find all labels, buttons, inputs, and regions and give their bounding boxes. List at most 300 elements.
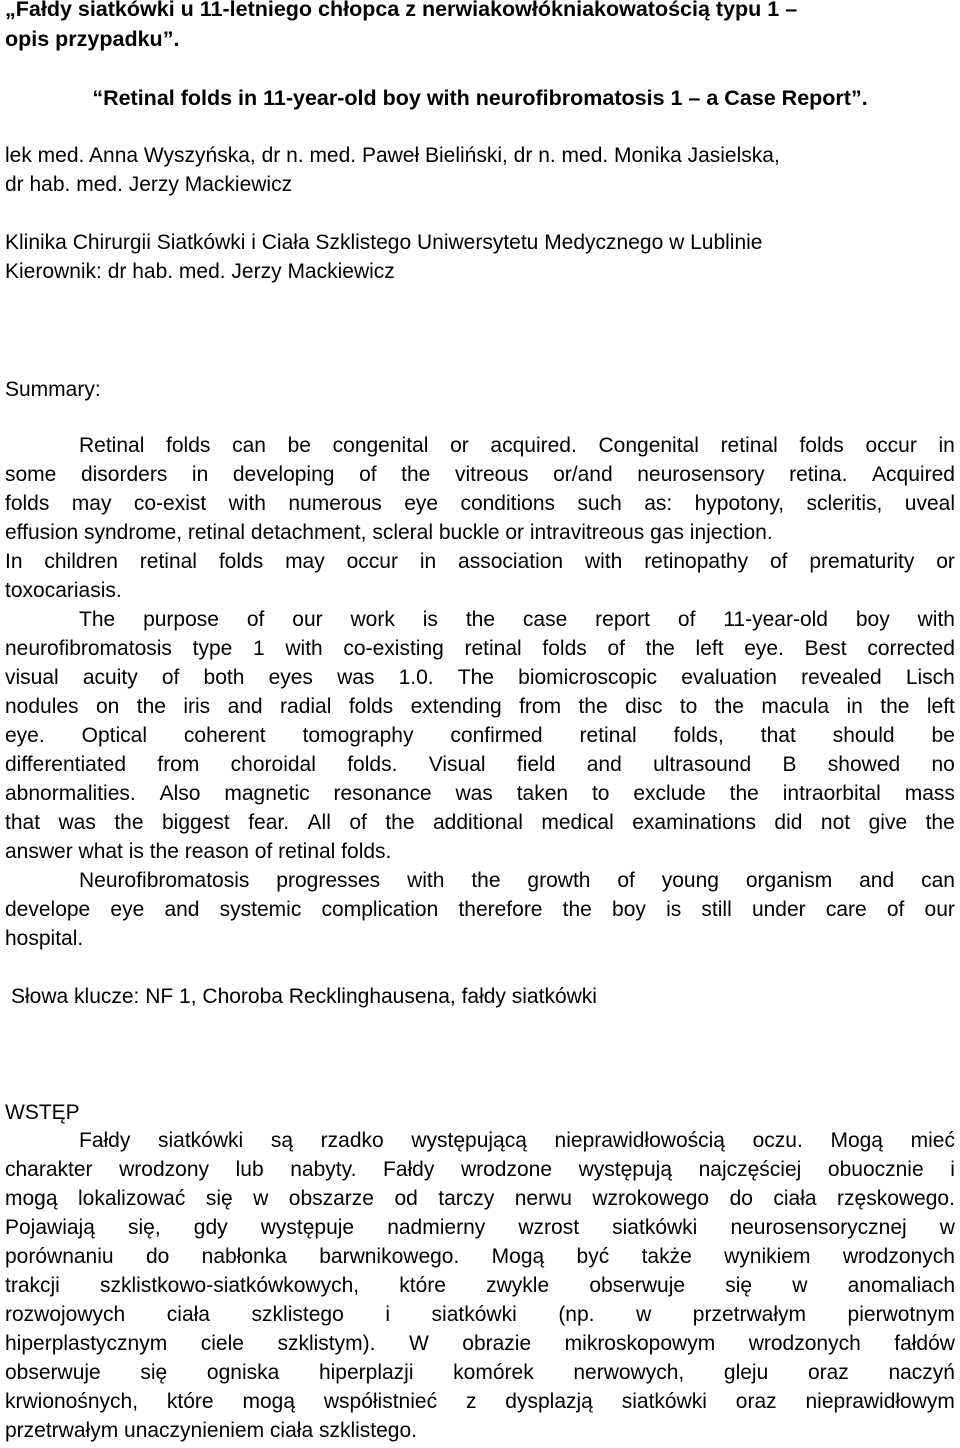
word: folds [218,550,264,573]
word: folds [542,637,587,660]
affiliation-line: Kierownik: dr hab. med. Jerzy Mackiewicz [5,260,395,283]
word: się [140,1361,168,1384]
summary-line [5,547,955,576]
word: wrodzone [460,1158,553,1181]
word: macula [761,695,830,718]
word: growth [527,869,591,892]
word: Best [804,637,847,660]
summary-line [5,605,955,634]
word: wrodzonych [748,1332,861,1355]
intro-line [5,1242,955,1271]
word: The [79,608,116,631]
word: the [714,695,744,718]
word: neurofibromatosis [5,637,172,660]
word: hiperplastycznym [5,1332,168,1355]
word: report [595,608,651,631]
word: lub [235,1158,264,1181]
word: najczęściej [698,1158,802,1181]
word: or/and [553,463,613,486]
word: tarczy [438,1187,495,1210]
word: The [457,666,494,689]
word: zwykle [486,1274,550,1297]
word: Acquired [872,463,955,486]
intro-line [5,1184,955,1213]
word: of [607,637,625,660]
word: both [203,666,245,689]
word: hiperplazji [318,1361,414,1384]
word: wynikiem [724,1245,811,1268]
word: the [385,811,415,834]
word: hypotony, [694,492,785,515]
word: retinal [579,724,637,747]
word: nerwowych, [573,1361,685,1384]
summary-line [5,779,955,808]
word: of [161,666,180,689]
word: siatkówki [621,1390,707,1413]
word: the [401,463,431,486]
word: work [350,608,395,631]
word: with [285,637,323,660]
word: complication [321,898,439,921]
word: that [760,724,796,747]
word: in [846,695,863,718]
summary-line: effusion syndrome, retinal detachment, scleral buckle or intravitreous gas injection. [5,521,773,544]
intro-body [5,1126,955,1445]
word: Retinal [79,434,145,457]
word: nieprawidłowym [805,1390,955,1413]
word: neurosensory [637,463,765,486]
word: no [931,753,955,776]
word: vitreous [454,463,529,486]
word: rzadko [320,1129,384,1152]
intro-line [5,1155,955,1184]
intro-line [5,1387,955,1416]
word: corrected [867,637,955,660]
summary-heading: Summary: [5,378,101,401]
word: resonance [333,782,432,805]
word: eye. [744,637,784,660]
word: in [191,463,209,486]
word: Pojawiają [5,1216,95,1239]
summary-line [5,489,955,518]
word: Mogą [830,1129,883,1152]
word: szklistym). [277,1332,376,1355]
word: co-exist [133,492,207,515]
word: uveal [904,492,955,515]
word: B [782,753,797,776]
word: care [825,898,867,921]
word: fear. [248,811,290,834]
title-english: “Retinal folds in 11-year-old boy with neurofibromatosis 1 – a Case Report”. [92,86,868,110]
word: eye [404,492,439,515]
word: be [287,434,311,457]
summary-line [5,692,955,721]
word: progresses [276,869,381,892]
word: our [292,608,323,631]
word: to [591,782,610,805]
word: w [792,1274,808,1297]
word: or [450,434,469,457]
word: left [926,695,955,718]
word: folds, [673,724,724,747]
word: did [774,811,803,834]
affiliation [5,228,955,286]
word: All [307,811,331,834]
word: under [751,898,806,921]
summary-line [5,431,955,460]
word: biggest [162,811,230,834]
word: the [471,869,501,892]
word: szklistego [251,1303,344,1326]
word: ciała [166,1303,210,1326]
word: boy [855,608,890,631]
word: do [729,1187,753,1210]
word: barwnikowego. [319,1245,460,1268]
word: disorders [80,463,168,486]
word: on [95,695,120,718]
word: prematurity [809,550,915,573]
word: with [584,550,623,573]
word: szklistkowo-siatkówkowych, [100,1274,360,1297]
word: występującą [411,1129,527,1152]
word: occur [865,434,917,457]
word: that [5,811,41,834]
word: mass [904,782,955,805]
summary-line [5,808,955,837]
word: In [5,550,23,573]
word: siatkówki [612,1216,698,1239]
word: the [136,695,166,718]
word: i [385,1303,390,1326]
word: się, [127,1216,161,1239]
word: wzrokowego [592,1187,710,1210]
word: of [617,869,635,892]
word: retinal [139,550,197,573]
word: not [820,811,851,834]
word: obszarze [288,1187,374,1210]
word: siatkówki [431,1303,517,1326]
intro-line [5,1213,955,1242]
word: występują [578,1158,672,1181]
word: eye [110,898,145,921]
word: from [519,695,562,718]
word: coherent [183,724,266,747]
word: oraz [807,1361,849,1384]
word: występuje [260,1216,355,1239]
word: eye. [5,724,45,747]
word: of [359,463,377,486]
word: field [516,753,556,776]
summary-line [5,634,955,663]
word: oczu. [752,1129,803,1152]
word: congenital [332,434,429,457]
word: ciele [200,1332,244,1355]
word: scleritis, [806,492,883,515]
word: the [645,637,675,660]
word: occur [346,550,398,573]
word: rzęskowego. [837,1187,955,1210]
title-polish-line: „Fałdy siatkówki u 11-letniego chłopca z nerwiakowłókniakowatością typu 1 – [5,0,798,21]
word: Congenital [598,434,699,457]
word: (np. [558,1303,595,1326]
word: gdy [193,1216,228,1239]
word: was [58,811,96,834]
word: is [666,898,682,921]
summary-line: toxocariasis. [5,579,122,602]
word: the [114,811,144,834]
word: folds [166,434,211,457]
word: W [408,1332,429,1355]
word: retina. [789,463,848,486]
word: trakcji [5,1274,60,1297]
word: które [399,1274,446,1297]
word: eyes [268,666,313,689]
word: the [925,811,955,834]
word: ogniska [206,1361,280,1384]
word: of [349,811,367,834]
word: obserwuje [589,1274,686,1297]
word: z [465,1390,477,1413]
word: was [455,782,493,805]
summary-line: answer what is the reason of retinal folds. [5,840,392,863]
word: wrodzony [119,1158,210,1181]
word: should [832,724,895,747]
word: of [886,898,905,921]
word: radial [280,695,332,718]
word: choroidal [230,753,316,776]
word: taken [516,782,569,805]
word: to [679,695,698,718]
word: w [939,1216,955,1239]
summary-line [5,721,955,750]
word: i [950,1158,955,1181]
summary-line: hospital. [5,927,84,950]
word: komórek [453,1361,534,1384]
word: can [232,434,266,457]
intro-heading: WSTĘP [5,1101,80,1124]
word: purpose [143,608,219,631]
word: differentiated [5,753,127,776]
word: biomicroscopic [518,666,658,689]
word: charakter [5,1158,93,1181]
word: także [641,1245,692,1268]
word: examinations [632,811,756,834]
word: some [5,463,57,486]
word: from [157,753,200,776]
word: do [145,1245,170,1268]
summary-line [5,663,955,692]
intro-line [5,1358,955,1387]
word: iris [183,695,211,718]
word: was [337,666,375,689]
word: siatkówki [158,1129,244,1152]
word: retinopathy [644,550,749,573]
word: therefore [458,898,543,921]
word: revealed [801,666,882,689]
word: folds [348,695,394,718]
word: abnormalities. [5,782,136,805]
word: the [465,608,496,631]
word: as: [644,492,673,515]
word: of [677,608,696,631]
word: is [422,608,438,631]
word: nabłonka [201,1245,287,1268]
word: mogą [242,1390,295,1413]
word: 11-year-old [723,608,828,631]
word: anomaliach [847,1274,955,1297]
word: Optical [81,724,147,747]
word: Neurofibromatosis [79,869,250,892]
word: the [729,782,759,805]
word: mikroskopowym [564,1332,716,1355]
word: disc [625,695,663,718]
word: case [522,608,568,631]
word: young [661,869,719,892]
word: such [577,492,622,515]
word: of [769,550,788,573]
word: type [192,637,233,660]
word: visual [5,666,59,689]
word: Visual [428,753,486,776]
word: and [586,753,622,776]
word: the [562,898,592,921]
word: boy [612,898,646,921]
word: our [924,898,955,921]
summary-line [5,895,955,924]
word: obrazie [462,1332,532,1355]
word: the [880,695,910,718]
word: the [578,695,608,718]
word: co-existing [343,637,444,660]
word: acquired. [490,434,577,457]
word: tomography [302,724,414,747]
word: Lisch [905,666,955,689]
word: folds [5,492,50,515]
word: rozwojowych [5,1303,126,1326]
word: fałdów [894,1332,955,1355]
word: dysplazją [505,1390,593,1413]
word: być [576,1245,610,1268]
word: may [71,492,112,515]
word: nieprawidłowością [554,1129,725,1152]
word: can [921,869,955,892]
intro-line [5,1300,955,1329]
word: porównaniu [5,1245,114,1268]
word: conditions [460,492,556,515]
word: które [166,1390,214,1413]
word: wzrost [518,1216,580,1239]
word: association [458,550,564,573]
word: retinal [464,637,522,660]
authors-line: dr hab. med. Jerzy Mackiewicz [5,173,293,196]
word: children [44,550,118,573]
word: retinal [720,434,778,457]
word: folds. [347,753,398,776]
word: be [931,724,955,747]
word: ultrasound [653,753,752,776]
word: naczyń [888,1361,955,1384]
word: mieć [910,1129,955,1152]
word: gleju [723,1361,769,1384]
word: w [253,1187,269,1210]
authors [5,141,955,199]
word: współistnieć [323,1390,438,1413]
word: Also [159,782,201,805]
word: oraz [735,1390,777,1413]
intro-line: przetrwałym unaczynieniem ciała szklistego. [5,1419,417,1442]
word: develope [5,898,91,921]
word: organism [745,869,833,892]
word: Mogą [491,1245,545,1268]
word: pierwotnym [847,1303,955,1326]
word: Fałdy [79,1129,131,1152]
word: and [164,898,200,921]
word: in [419,550,437,573]
word: in [938,434,955,457]
word: obserwuje [5,1361,101,1384]
word: wrodzonych [842,1245,955,1268]
word: od [394,1187,418,1210]
word: with [917,608,955,631]
word: systemic [219,898,302,921]
word: lokalizować [77,1187,186,1210]
word: w [636,1303,652,1326]
affiliation-line: Klinika Chirurgii Siatkówki i Ciała Szklistego Uniwersytetu Medycznego w Lublinie [5,231,763,254]
word: 1.0. [398,666,434,689]
title-polish [5,0,955,54]
word: numerous [288,492,382,515]
word: exclude [633,782,706,805]
summary-line [5,460,955,489]
word: with [228,492,266,515]
word: showed [827,753,901,776]
summary-body [5,431,955,953]
word: neurosensorycznej [730,1216,907,1239]
word: ciała [773,1187,817,1210]
word: medical [541,811,614,834]
word: extending [410,695,502,718]
word: or [936,550,955,573]
word: additional [433,811,523,834]
word: of [246,608,265,631]
word: still [701,898,732,921]
word: 1 [253,637,265,660]
intro-line [5,1329,955,1358]
word: krwionośnych, [5,1390,139,1413]
word: obuocznie [827,1158,924,1181]
intro-line [5,1271,955,1300]
word: with [407,869,445,892]
word: Fałdy [383,1158,435,1181]
word: nabyty. [290,1158,357,1181]
word: and [227,695,263,718]
word: są [270,1129,294,1152]
word: nadmierny [387,1216,486,1239]
word: przetrwałym [692,1303,806,1326]
summary-line [5,750,955,779]
word: may [285,550,325,573]
word: left [695,637,724,660]
intro-line [5,1126,955,1155]
word: intraorbital [782,782,881,805]
word: confirmed [450,724,543,747]
word: magnetic [224,782,310,805]
word: mogą [5,1187,58,1210]
word: developing [232,463,335,486]
word: and [859,869,895,892]
word: nodules [5,695,79,718]
word: acuity [82,666,138,689]
